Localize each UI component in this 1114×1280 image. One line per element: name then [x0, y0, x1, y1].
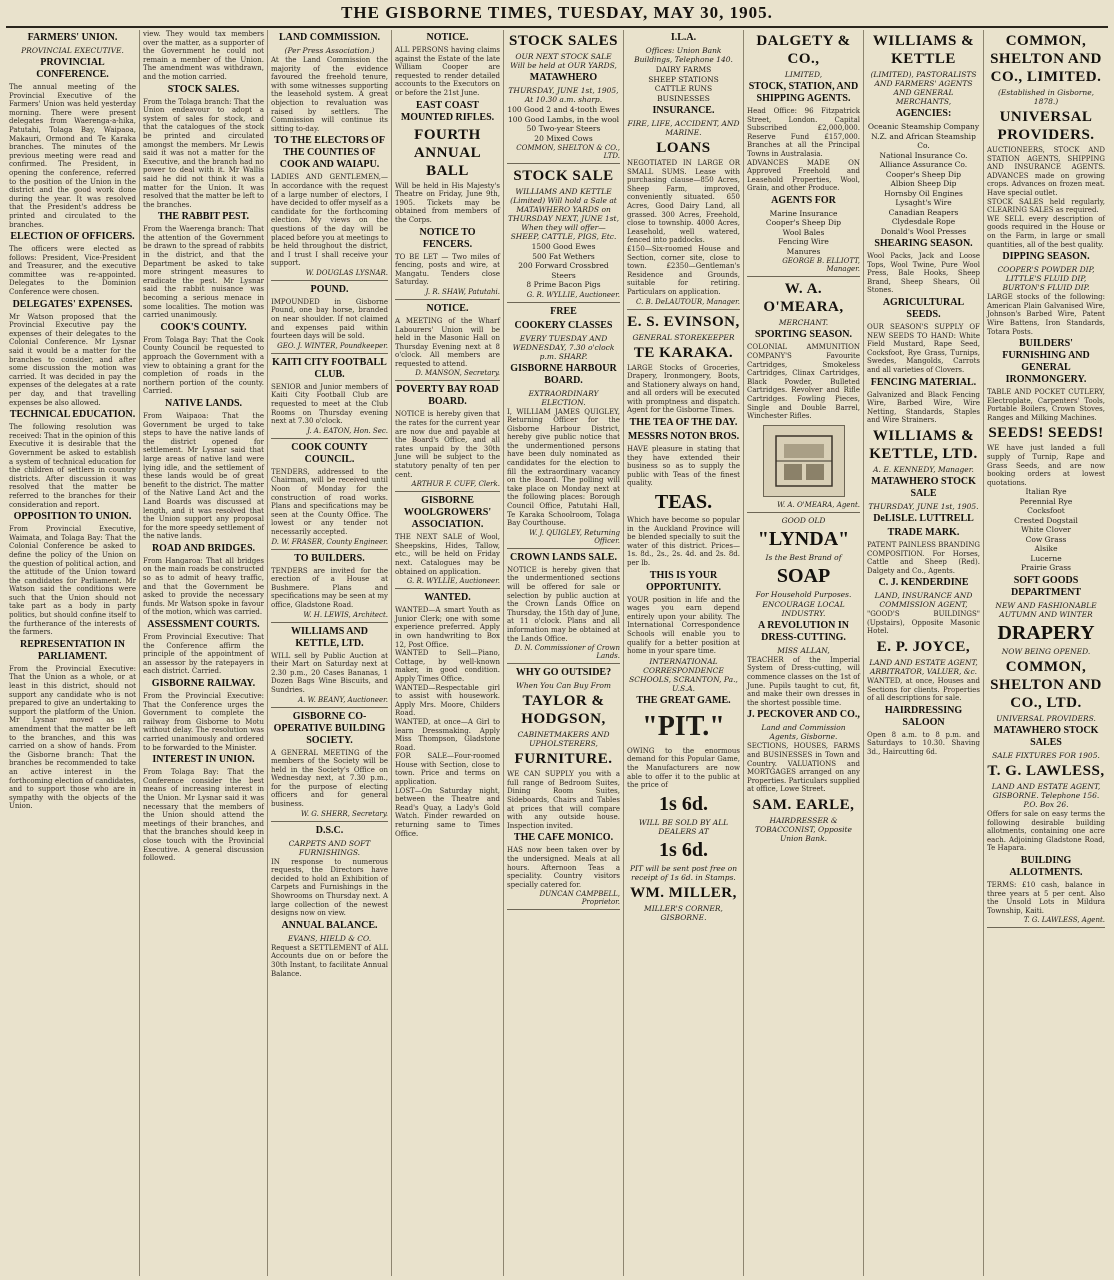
section-heading: SEEDS! SEEDS! — [988, 425, 1104, 442]
section-heading: CROWN LANDS SALE. — [510, 551, 617, 563]
section-heading: DELEGATES' EXPENSES. — [12, 298, 133, 310]
section-heading: STOCK SALES. — [167, 83, 240, 95]
body-text: PATENT PAINLESS BRANDING COMPOSITION. For Horses, Cattle and Sheep (Red). Dalgety and Co., Agents. — [867, 540, 980, 575]
section-heading: J. PECKOVER AND CO., — [747, 709, 860, 721]
section-heading: FARMERS' UNION. — [27, 32, 118, 43]
body-text: LADIES AND GENTLEMEN,— In accordance with the request of a large number of electors, I have decided to offer myself as a candidate for the forthcoming election. My views on the questions of the day will be placed before you at meetings to be held throughout the district, and I trust I shall receive your support. — [271, 173, 388, 268]
section-heading: INTEREST IN UNION. — [152, 754, 255, 766]
section-heading: MESSRS NOTON BROS. — [627, 431, 740, 443]
signature-line: D. MANSON, Secretary. — [415, 369, 500, 378]
body-text: WILL sell by Public Auction at their Mart on Saturday next at 2.30 p.m., 20 Cases Bananas, 1 Dozen Bags Wine Biscuits, and Sundries. — [271, 651, 388, 694]
section-heading: DRAPERY — [997, 621, 1095, 644]
column-separator — [271, 821, 388, 822]
section-heading: 1s 6d. — [659, 792, 708, 815]
column-separator — [395, 380, 500, 381]
ornament-shape — [784, 464, 802, 480]
body-text: Offers for sale on easy terms the following desirable building allotments, containing one acre each. Adjoining Gladstone Road, Te Hapara. — [987, 809, 1105, 853]
subheading: CARPETS AND SOFT FURNISHINGS. — [288, 838, 371, 857]
section-heading: INSURANCE. — [652, 105, 715, 116]
column-separator — [987, 927, 1105, 928]
body-text: Galvanized and Black Fencing Wire, Barbed Wire, Wire Netting, Standards, Staples and Wire Strainers. — [867, 390, 980, 425]
body-text: Wool Packs, Jack and Loose Tops, Wool Twine, Pure Wool Press, Bale Hooks, Sheep Brand, Sheep Shears, Oil Stones. — [867, 252, 980, 295]
body-text: TEACHER of the Imperial System of Dress-cutting, will commence classes on the 1st of June. Pupils taught to cut, fit, and make their own dresses in the shortest possible time. — [747, 655, 860, 707]
subheading: FIRE, LIFE, ACCIDENT, AND MARINE. — [627, 119, 740, 137]
newspaper-column-5 — [504, 30, 624, 1276]
ornament-shape — [806, 464, 824, 480]
section-heading: KAITI CITY FOOTBALL CLUB. — [272, 356, 387, 380]
subheading: MERCHANT. — [778, 318, 829, 328]
signature-line: W. A. O'MEARA, Agent. — [777, 500, 860, 509]
subheading: Land and Commission Agents, Gisborne. — [761, 723, 846, 742]
newspaper-column-4 — [392, 30, 504, 1276]
section-heading: BUILDERS' FURNISHING AND GENERAL IRONMONGERY. — [1002, 338, 1090, 386]
body-text: SECTIONS, HOUSES, FARMS and BUSINESSES in Town and Country. VALUATIONS and MORTGAGES arranged on any Properties. Particulars supplied at office, Lowe Street. — [747, 742, 860, 794]
body-text: From the Tolaga branch: That the Union endeavour to adopt a system of sales for stock, and that the catalogues of the stock be printed and circulated amongst the members. Mr Lewis said it was not a matter for the Executive, and the branch had no power to deal with it. Mr Wallis said he did not think it was a matter for the Union. It was resolved that the matter be left to the branches. — [143, 97, 264, 209]
column-separator — [747, 512, 860, 513]
body-text: From Provincial Executive, Waimata, and Tolaga Bay: That the Colonial Conference be asked to define the policy of the Union on the question of political action, and the attitude of the Union toward the candidates for Parliament. Mr Watson said the conditions were such that the Union should not take part as a body in party politics, but should confine itself to the furtherance of the interests of the farmers. — [9, 525, 136, 637]
column-separator — [507, 909, 620, 910]
body-text: WANTED—A smart Youth as Junior Clerk; one with some experience preferred. Apply in own handwriting to Box 12, Post Office. — [395, 606, 500, 649]
section-heading: NOTICE. — [426, 302, 469, 314]
masthead: THE GISBORNE TIMES, TUESDAY, MAY 30, 1905. — [341, 3, 773, 22]
section-heading: AGENCIES: — [895, 108, 952, 119]
section-heading: ELECTION OF OFFICERS. — [10, 231, 135, 243]
section-heading: FOURTH ANNUAL BALL — [413, 126, 482, 179]
column-separator — [271, 622, 388, 623]
body-text: AUCTIONEERS, STOCK AND STATION AGENTS, SHIPPING AND INSURANCE AGENTS. ADVANCES made on growing crops. Advances on frozen meat. Have special outlet. — [987, 146, 1105, 197]
subheading: EVERY TUESDAY AND WEDNESDAY, 7.30 o'clock p.m. SHARP. — [512, 333, 615, 361]
column-separator — [271, 438, 388, 439]
subheading: A. E. KENNEDY, Manager. — [873, 464, 974, 474]
body-text: WANTED, at once—A Girl to learn Dressmaking. Apply Miss Thompson, Gladstone Road. — [395, 717, 500, 752]
body-text: A MEETING of the Wharf Labourers' Union will be held in the Masonic Hall on Thursday Evening next at 8 o'clock. All members are requested to attend. — [395, 316, 500, 368]
section-heading: TAYLOR & HODGSON, — [521, 693, 606, 728]
section-heading: SOAP — [776, 564, 831, 587]
columns — [6, 30, 1108, 1276]
section-heading: ANNUAL BALANCE. — [281, 919, 378, 931]
signature-line: G. R. WYLLIE, Auctioneer. — [526, 290, 620, 299]
section-heading: MATAWHERO STOCK SALES — [993, 724, 1099, 748]
section-heading: MATAWHERO STOCK SALE — [871, 475, 976, 499]
body-text: TENDERS, addressed to the Chairman, will be received until Noon of Monday for the construction of road works. Plans and specifications may be seen at the County Office. The lowest or any tender not necessarily accepted. — [271, 467, 388, 536]
subheading: (LIMITED), PASTORALISTS AND FARMERS' AGENTS AND GENERAL MERCHANTS, — [870, 70, 977, 106]
subheading: NOW BEING OPENED. — [1001, 646, 1091, 656]
section-heading: EAST COAST MOUNTED RIFLES. — [400, 99, 495, 123]
column-separator — [507, 548, 620, 549]
newspaper-column-8 — [864, 30, 984, 1276]
subheading: LIMITED, — [784, 70, 823, 79]
body-text: TERMS: £10 cash, balance in three years at 5 per cent. Also the Unsold Lots in Mildura Township, Kaiti. — [987, 880, 1105, 915]
section-heading: COMMON, SHELTON AND CO., LTD. — [990, 658, 1102, 711]
body-text: WE CAN SUPPLY you with a full range of Bedroom Suites, Dining Room Suites, Sideboards, Chairs and Tables at prices that will compare with any outside house. Inspection invited. — [507, 770, 620, 830]
section-heading: LOANS — [656, 140, 711, 156]
subheading: LAND AND ESTATE AGENT, GISBORNE. Telephone 156. P.O. Box 26. — [991, 781, 1101, 809]
signature-line: GEORGE B. ELLIOTT, Manager. — [782, 257, 860, 274]
section-heading: PROVINCIAL CONFERENCE. — [36, 57, 109, 80]
column-separator — [627, 309, 740, 310]
section-heading: TECHNICAL EDUCATION. — [9, 409, 136, 421]
section-heading: TE KARAKA. — [633, 344, 734, 361]
section-heading: DALGETY & CO., — [756, 33, 851, 67]
section-heading: LAND COMMISSION. — [278, 32, 381, 43]
section-heading: ASSESSMENT COURTS. — [147, 619, 260, 631]
section-heading: DeLISLE. LUTTRELL — [873, 512, 974, 524]
section-heading: NATIVE LANDS. — [164, 397, 243, 409]
section-heading: FURNITURE. — [514, 751, 613, 768]
section-heading: THE RABBIT PEST. — [157, 211, 250, 223]
section-heading: ROAD AND BRIDGES. — [151, 542, 256, 554]
section-heading: GISBORNE RAILWAY. — [151, 678, 256, 689]
body-text: TO BE LET — Two miles of fencing, posts and wire, at Mangatu. Tenders close Saturday. — [395, 252, 500, 287]
subheading: Offices: Union Bank Buildings, Telephone 140. — [634, 46, 733, 64]
body-text: YOUR position in life and the wages you earn depend entirely upon your ability. The International Correspondence Schools will enable you to qualify for a better position at home in your spare time. — [627, 595, 740, 656]
body-text: From Tolaga Bay: That the Conference consider the best means of increasing interest in the Union. Mr Lysnar said it was necessary that the members of the Union should attend the meetings of their branches, and that the branches should keep in close touch with the Provincial Executive. A general discussion followed. — [143, 768, 264, 863]
section-heading: AGRICULTURAL SEEDS. — [882, 296, 965, 320]
body-text: IN response to numerous requests, the Directors have decided to hold an Exhibition of Carpets and Furnishings in the Showrooms on Thursday next. A large collection of the newest designs now on view. — [271, 857, 388, 918]
section-heading: COMMON, SHELTON AND CO., LIMITED. — [990, 33, 1102, 85]
listing-lines: Oceanic Steamship Company N.Z. and African Steamship Co. National Insurance Co. Alliance Assurance Co. Cooper's Sheep Dip Albion Sheep Dip Hornsby Oil Engines Lysaght's Wire Canadian Reapers Clydesdale Rope Donald's Wool Presses — [867, 122, 980, 236]
column-separator — [395, 588, 500, 589]
subheading: GENERAL STOREKEEPER — [632, 332, 735, 342]
subheading: LAND AND ESTATE AGENT, ARBITRATOR, VALUER, &c. — [869, 658, 978, 677]
section-heading: TRADE MARK. — [887, 526, 960, 538]
subheading: ENCOURAGE LOCAL INDUSTRY. — [762, 599, 845, 618]
body-text: NEGOTIATED IN LARGE OR SMALL SUMS. Lease with purchasing clause—850 Acres, Sheep Farm, improved, conveniently situated. 650 Acres, Good Dairy Land, all grassed. 300 Acres, Freehold, close to township. 4000 Acres, Leasehold, well watered, fenced into paddocks. — [627, 159, 740, 245]
column-separator — [507, 663, 620, 664]
signature-line: D. N. Commissioner of Crown Lands. — [514, 644, 620, 661]
body-text: LARGE Stocks of Groceries, Drapery, Ironmongery, Boots, and Stationery always on hand, and all orders will be executed with promptness and dispatch. Agent for the Gisborne Times. — [627, 363, 740, 415]
section-heading: TO BUILDERS. — [294, 552, 365, 564]
column-separator — [507, 302, 620, 303]
listing-lines: 1500 Good Ewes 500 Fat Wethers 200 Forward Crossbred Steers 8 Prime Bacon Pigs — [518, 242, 609, 289]
section-heading: SPORTING SEASON. — [755, 329, 852, 341]
subheading: EXTRAORDINARY ELECTION. — [528, 388, 599, 407]
signature-line: W. G. SHERR, Secretary. — [300, 809, 388, 818]
body-text: SENIOR and Junior members of Kaiti City Football Club are requested to meet at the Club Rooms on Thursday evening next at 7.30 o'clock. — [271, 382, 388, 426]
body-text: At the Land Commission the majority of the evidence favoured the freehold tenure, with some witnesses supporting the leasehold system. A great objection to revaluation was raised by settlers. The Commission will continue its sitting to-day. — [271, 56, 388, 133]
section-heading: I.L.A. — [670, 32, 697, 43]
section-heading: W. A. O'MEARA, — [763, 281, 844, 316]
listing-lines: 100 Good 2 and 4-tooth Ewes 100 Good Lambs, in the wool 50 Two-year Steers 20 Mixed Cows — [507, 105, 620, 143]
body-text: ALL PERSONS having claims against the Estate of the late William Cooper are requested to render detailed accounts to the Executors on or before the 21st June. — [395, 46, 500, 97]
masthead-rule — [6, 26, 1108, 28]
subheading: LAND, INSURANCE AND COMMISSION AGENT, — [874, 591, 973, 610]
listing-lines: Marine Insurance Cooper's Sheep Dip Wool Bales Fencing Wire Manures — [765, 208, 842, 256]
body-text: Will be held in His Majesty's Theatre on Friday, June 9th, 1905. Tickets may be obtained from members of the Corps. — [395, 181, 500, 224]
body-text: The annual meeting of the Provincial Executive of the Farmers' Union was held yesterday morning. There were present delegates from Waerenga-a-hika, Patutahi, Tolaga Bay, Waipaoa, Makauri, Ormond and Te Karaka branches. The minutes of the previous meeting were read and confirmed. The President, in opening the conference, referred to the position of the Union in the district and the good work done during the year. It was resolved that the President's address be printed and circulated to the branches. — [9, 83, 136, 229]
signature-line: T. G. LAWLESS, Agent. — [1023, 916, 1105, 925]
section-heading: SOFT GOODS DEPARTMENT — [1010, 574, 1082, 598]
signature-line: GEO. J. WINTER, Poundkeeper. — [277, 341, 388, 350]
section-heading: WILLIAMS AND KETTLE, LTD. — [291, 625, 368, 649]
subheading: For Household Purposes. — [755, 589, 852, 599]
signature-line: DUNCAN CAMPBELL, Proprietor. — [539, 890, 620, 907]
signature-line: D. W. FRASER, County Engineer. — [271, 537, 388, 546]
body-text: From the Provincial Executive: That the Conference urges the Government to complete the railway from Gisborne to Motu without delay. The resolution was carried unanimously and ordered to be forwarded to the Minister. — [143, 692, 264, 752]
body-text: LOST—On Saturday night, between the Theatre and Read's Quay, a Lady's Gold Watch. Finder rewarded on returning same to Times Office. — [395, 786, 500, 838]
section-heading: E. P. JOYCE, — [876, 639, 971, 656]
subheading: WILLIAMS AND KETTLE (Limited) Will hold a Sale at MATAWHERO YARDS on THURSDAY NEXT, JUNE 1st, When they will offer— SHEEP, CATTLE, PIGS, Etc. — [508, 187, 619, 241]
column-separator — [271, 353, 388, 354]
column-separator — [507, 163, 620, 164]
section-heading: GISBORNE CO-OPERATIVE BUILDING SOCIETY. — [273, 710, 386, 746]
section-heading: STOCK, STATION, AND SHIPPING AGENTS. — [748, 81, 859, 104]
display-text: "PIT." — [642, 710, 725, 742]
signature-line: W. J. QUIGLEY, Returning Officer. — [529, 528, 620, 545]
section-heading: WM. MILLER, — [630, 884, 737, 901]
body-text: WANTED, at once, Houses and Sections for clients. Properties of all descriptions for sale. — [867, 677, 980, 703]
subheading: (Per Press Association.) — [284, 46, 375, 55]
section-heading: THIS IS YOUR OPPORTUNITY. — [645, 569, 722, 593]
subheading: COOPER'S POWDER DIP, LITTLE'S FLUID DIP, BURTON'S FLUID DIP. — [997, 265, 1095, 293]
body-text: WE have just landed a full supply of Turnip, Rape and Grass Seeds, and are now booking orders at lowest quotations. — [987, 444, 1105, 487]
section-heading: REPRESENTATION IN PARLIAMENT. — [20, 638, 125, 662]
section-heading: THE TEA OF THE DAY. — [629, 417, 738, 429]
section-heading: MATAWHERO — [529, 72, 598, 83]
body-text: WANTED—Respectable girl to assist with housework. Apply Mrs. Moore, Childers Road. — [395, 683, 500, 718]
column-separator — [747, 276, 860, 277]
body-text: From Provincial Executive: That the Conference affirm the principle of the appointment of an assessor by the ratepayers in each district. Carried. — [143, 633, 264, 676]
section-heading: WILLIAMS & KETTLE — [872, 33, 975, 67]
body-text: LARGE stocks of the following: American Plain Galvanised Wire, Johnson's Barbed Wire, Patent Wire Battens, Iron Standards, Totara Posts. — [987, 293, 1105, 336]
body-text: OWING to the enormous demand for this Popular Game, the Manufacturers are now able to offer it to the public at the price of — [627, 746, 740, 790]
newspaper-column-9 — [984, 30, 1108, 1276]
body-text: Request a SETTLEMENT of ALL Accounts due on or before the 30th Instant, to facilitate Annual Balance. — [271, 943, 388, 978]
subheading: (Established in Gisborne, 1878.) — [997, 88, 1095, 106]
section-heading: T. G. LAWLESS, — [987, 762, 1105, 779]
section-heading: THE CAFE MONICO. — [513, 832, 614, 844]
subheading: GOOD OLD — [781, 515, 826, 525]
section-heading: TEAS. — [654, 491, 713, 514]
subheading: NEW AND FASHIONABLE AUTUMN AND WINTER — [995, 600, 1097, 619]
subheading: When You Can Buy From — [515, 681, 612, 691]
body-text: IMPOUNDED in Gisborne Pound, one bay horse, branded on near shoulder. If not claimed and expenses paid within fourteen days will be sold. — [271, 297, 388, 341]
listing-lines: DAIRY FARMS SHEEP STATIONS CATTLE RUNS BUSINESSES — [648, 65, 719, 103]
section-heading: GISBORNE WOOLGROWERS' ASSOCIATION. — [403, 495, 492, 531]
subheading: THURSDAY, JUNE 1st, 1905, At 10.30 a.m. sharp. — [508, 86, 619, 104]
section-heading: C. J. KENDERDINE — [878, 577, 969, 589]
subheading: PIT will be sent post free on receipt of 1s 6d. in Stamps. — [629, 863, 738, 882]
section-heading: GISBORNE HARBOUR BOARD. — [510, 362, 617, 386]
body-text: OUR SEASON'S SUPPLY OF NEW SEEDS TO HAND: White Field Mustard, Rape Seed, Cocksfoot, Rye Grass, Turnips, Swedes, Mangolds, Carrots and all varieties of Clovers. — [867, 322, 980, 374]
body-text: WANTED to Sell—Piano, Cottage, by well-known maker, in good condition. Apply Times Office. — [395, 649, 500, 683]
newspaper-column-7 — [744, 30, 864, 1276]
section-heading: STOCK SALES — [508, 33, 619, 49]
newspaper-column-6 — [624, 30, 744, 1276]
ornament-shape — [784, 444, 824, 458]
section-heading: AGENTS FOR — [771, 194, 836, 206]
subheading: Is the Best Brand of — [765, 552, 842, 562]
signature-line: J. A. EATON, Hon. Sec. — [307, 426, 388, 435]
body-text: NOTICE is hereby given that the undermentioned sections will be offered for sale or selection by public auction at the Crown Lands Office on Thursday, the 15th day of June, at 11 o'clock. Plans and all information may be obtained at the Lands Office. — [507, 565, 620, 643]
section-heading: WILLIAMS & KETTLE, LTD. — [869, 427, 978, 462]
subheading: OUR NEXT STOCK SALE Will be held at OUR YARDS, — [510, 52, 617, 70]
signature-line: G. R. WYLLIE, Auctioneer. — [406, 577, 500, 586]
section-heading: COOK COUNTY COUNCIL. — [291, 441, 368, 465]
section-heading: UNIVERSAL PROVIDERS. — [997, 109, 1095, 143]
subheading: MILLER'S CORNER, GISBORNE. — [644, 903, 723, 922]
section-heading: WANTED. — [424, 592, 471, 604]
section-heading: OPPOSITION TO UNION. — [13, 511, 132, 523]
section-heading: SHEARING SEASON. — [874, 238, 973, 249]
newspaper-column-2 — [140, 30, 268, 1276]
body-text: The officers were elected as follows: President, Vice-President and Treasurer, and the executive committee was re-appointed. Delegates to the Dominion Conference were chosen. — [9, 245, 136, 297]
section-heading: NOTICE. — [426, 32, 469, 43]
section-heading: BUILDING ALLOTMENTS. — [1009, 854, 1083, 878]
body-text: TABLE AND POCKET CUTLERY, Electroplate, Carpenters' Tools, Portable Boilers, Crown Stoves, Ranges and Milking Machines. — [987, 388, 1105, 422]
signature-line: J. R. SHAW, Patutahi. — [425, 287, 500, 296]
body-text: From Tolaga Bay: That the Cook County Council be requested to approach the Government with a view to obtaining a grant for the completion of roads in the northern portion of the county. Carried. — [143, 335, 264, 396]
section-heading: THE GREAT GAME. — [636, 694, 731, 706]
body-text: NOTICE is hereby given that the rates for the current year are now due and payable at the Board's Office, and all rates unpaid by the 30th June will be subject to the statutory penalty of ten per cent. — [395, 410, 500, 479]
section-heading: COOKERY CLASSES — [514, 319, 613, 331]
body-text: HAVE pleasure in stating that they have extended their business so as to supply the public with Teas of the finest quality. — [627, 445, 740, 488]
section-heading: COOK'S COUNTY. — [160, 321, 247, 333]
signature-line: W. H. LEWIS, Architect. — [303, 610, 388, 619]
body-text: From Waipaoa: That the Government be urged to take steps to have the native lands of the district opened for settlement. Mr Lysnar said that large areas of native land were lying idle, and the settlement of these lands would be of great benefit to the district. The matter of the Native Land Act and the Land Boards was discussed at length, and it was resolved that the Union support any proposal for the more speedy settlement of the native lands. — [143, 411, 264, 541]
body-text: Which have become so popular in the Auckland Province will be blended specially to suit the water of this district. Prices—1s. 8d., 2s., 2s. 4d. and 2s. 8d. per lb. — [627, 516, 740, 567]
section-heading: STOCK SALE — [513, 168, 614, 184]
body-text: £150—Six-roomed House and Section, corner site, close to town. £2350—Gentleman's Residence and Grounds, suitable for retiring. Particulars on application. — [627, 244, 740, 296]
signature-line: W. DOUGLAS LYSNAR. — [305, 268, 388, 277]
subheading: SALE FIXTURES FOR 1905. — [992, 750, 1100, 760]
section-heading: FENCING MATERIAL. — [870, 376, 977, 388]
body-text: From Hangaroa: That all bridges on the main roads be constructed so as to admit of heavy traffic, and that the Government be asked to provide the necessary funds. Mr Watson spoke in favour of the motion, which was carried. — [143, 556, 264, 617]
subheading: INTERNATIONAL CORRESPONDENCE SCHOOLS, SCRANTON, Pa., U.S.A. — [629, 656, 738, 693]
body-text: STOCK SALES held regularly, CLEARING SALES as required. — [987, 197, 1105, 215]
section-heading: POVERTY BAY ROAD BOARD. — [396, 384, 499, 408]
section-heading: D.S.C. — [315, 824, 344, 836]
signature-line: COMMON, SHELTON & CO., LTD. — [516, 144, 620, 160]
section-heading: 1s 6d. — [659, 838, 708, 861]
body-text: "GOOD'S BUILDINGS" (Upstairs), Opposite Masonic Hotel. — [867, 610, 980, 636]
column-separator — [271, 280, 388, 281]
section-heading: NOTICE TO FENCERS. — [419, 226, 476, 250]
section-heading: HAIRDRESSING SALOON — [884, 704, 963, 728]
body-text: From the Provincial Executive: That the Union as a whole, or at least in this district, should not support any candidate who is not prepared to give an undertaking to support the platform of the Union. Mr Lysnar moved as an amendment that the matter be left to the branches, and this was carried on a show of hands. From the Gisborne branch: That the branches be recommended to take an active interest in the forthcoming election of candidates, and to support those who are in sympathy with the objects of the Union. — [9, 664, 136, 811]
section-heading: TO THE ELECTORS OF THE COUNTIES OF COOK AND WAIAPU. — [274, 135, 385, 171]
body-text: view. They would tax members over the matter, as a supporter of the Government he could not remain a member of the Union. The amendment was withdrawn, and the motion carried. — [143, 30, 264, 81]
signature-line: ARTHUR F. CUFF, Clerk. — [411, 480, 500, 489]
subheading: WILL BE SOLD BY ALL DEALERS AT — [638, 817, 729, 836]
body-text: HAS now been taken over by the undersigned. Meals at all hours. Afternoon Teas a speciality. Country visitors specially catered for. — [507, 846, 620, 889]
subheading: THURSDAY, JUNE 1st, 1905. — [868, 501, 979, 511]
column-separator — [271, 707, 388, 708]
subheading: EVANS, HIELD & CO. — [287, 933, 372, 943]
subheading: HAIRDRESSER & TOBACCONIST, Opposite Union Bank. — [754, 815, 852, 843]
subheading: CABINETMAKERS AND UPHOLSTERERS, — [517, 730, 610, 749]
newspaper-column-1 — [6, 30, 140, 1276]
body-text: Mr Watson proposed that the Provincial Executive pay the expenses of their delegates to the Colonial Conference. Mr Lysnar said it would be a matter for the branches to consider, and after some discussion the motion was carried. It was decided in pay the expenses of the delegates at a rate per day, and that travelling expenses be also allowed. — [9, 312, 136, 407]
body-text: FOR SALE—Four-roomed House with Section, close to town. Price and terms on application. — [395, 752, 500, 787]
subheading: MISS ALLAN, — [777, 645, 830, 655]
column-separator — [395, 491, 500, 492]
section-heading: SAM. EARLE, — [752, 796, 855, 813]
section-heading: FREE — [550, 305, 577, 317]
section-heading: WHY GO OUTSIDE? — [515, 667, 612, 679]
body-text: THE NEXT SALE of Wool, Sheepskins, Hides, Tallow, etc., will be held on Friday next. Catalogues may be obtained on application. — [395, 533, 500, 576]
body-text: I, WILLIAM JAMES QUIGLEY, Returning Officer for the Gisborne Harbour District, hereby give public notice that the undermentioned persons have been duly nominated as candidates for the election to fill the extraordinary vacancy on the Board. The polling will take place on Monday next at the following places: Borough Council Office, Patutahi Hall, Te Karaka Schoolroom, Tolaga Bay Courthouse. — [507, 407, 620, 528]
body-text: From the Waerenga branch: That the attention of the Government be drawn to the spread of rabbits in the district, and that the Department be asked to take more stringent measures to eradicate the pest. Mr Lysnar said the rabbit nuisance was becoming a serious menace in some localities. The motion was carried unanimously. — [143, 225, 264, 320]
body-text: Open 8 a.m. to 8 p.m. and Saturdays to 10.30. Shaving 3d., Haircutting 6d. — [867, 730, 980, 757]
body-text: Head Office: 96 Fitzpatrick Street, London. Capital Subscribed £2,000,000. Reserve Fund £157,000. Branches at all the Principal Towns in Australasia. — [747, 107, 860, 158]
body-text: A GENERAL MEETING of the members of the Society will be held in the Society's Office on Wednesday next, at 7.30 p.m., for the purpose of electing officers and for general business. — [271, 748, 388, 809]
section-heading: "LYNDA" — [757, 527, 850, 550]
section-heading: DIPPING SEASON. — [1002, 251, 1090, 263]
column-separator — [271, 549, 388, 550]
ornament-illustration — [763, 425, 845, 497]
signature-line: C. B. DeLAUTOUR, Manager. — [636, 297, 740, 306]
signature-line: A. W. BEANY, Auctioneer. — [298, 695, 388, 704]
body-text: WE SELL every description of goods required in the House or on the Farm, in large or small quantities, all of the best quality. — [987, 214, 1105, 249]
subheading: UNIVERSAL PROVIDERS. — [996, 713, 1096, 723]
listing-lines: Italian Rye Perennial Rye Cocksfoot Crested Dogstail White Clover Cow Grass Alsike Lucerne Prairie Grass — [1014, 487, 1078, 573]
body-text: The following resolution was received: That in the opinion of this Executive it is desirable that the Government be asked to establish a system of technical education for the children of settlers in country districts. After discussion it was resolved that the matter be referred to the branches for their consideration and report. — [9, 423, 136, 509]
section-heading: E. S. EVINSON, — [627, 313, 740, 330]
section-heading: A REVOLUTION IN DRESS-CUTTING. — [758, 619, 849, 643]
body-text: TENDERS are invited for the erection of a House at Bushmere. Plans and specifications may be seen at my office, Gladstone Road. — [271, 566, 388, 609]
body-text: ADVANCES MADE ON Approved Freehold and Leasehold Properties, Wool, Grain, and other Produce. — [747, 158, 860, 193]
section-heading: POUND. — [310, 283, 349, 295]
column-separator — [395, 299, 500, 300]
newspaper-column-3 — [268, 30, 392, 1276]
subheading: PROVINCIAL EXECUTIVE. — [21, 46, 124, 55]
body-text: COLONIAL AMMUNITION COMPANY'S Favourite Cartridges, Smokeless Cartridges, Clinax Cartridges, Black Powder, Bulleted Cartridges. Revolver and Rifle Cartridges. Fowling Pieces, Single and Double Barrel, Winchester Rifles. — [747, 343, 860, 421]
